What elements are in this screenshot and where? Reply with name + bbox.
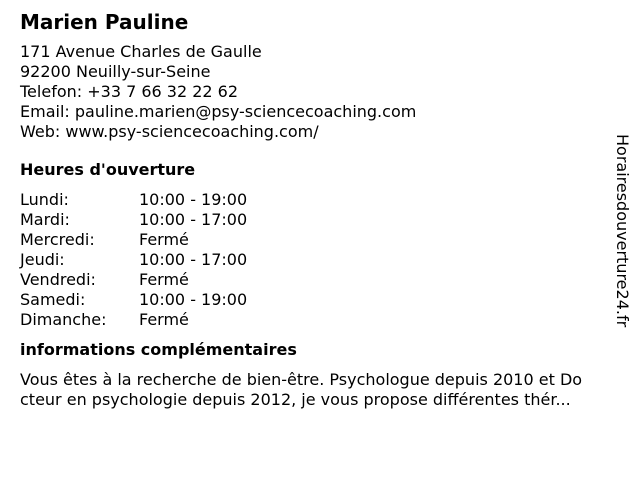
- day-label: Dimanche:: [20, 310, 107, 329]
- hours-heading: Heures d'ouverture: [20, 160, 196, 179]
- hours-row-saturday: [20, 290, 600, 310]
- info-heading: informations complémentaires: [20, 340, 297, 359]
- phone-line: Telefon: +33 7 66 32 22 62: [20, 82, 239, 101]
- watermark-text: Horairesdouverture24.fr: [613, 134, 632, 328]
- day-label: Jeudi:: [20, 250, 65, 269]
- day-hours: Fermé: [139, 310, 189, 329]
- email-line: Email: pauline.marien@psy-sciencecoaching.com: [20, 102, 417, 121]
- day-hours: Fermé: [139, 270, 189, 289]
- day-hours: 10:00 - 19:00: [139, 290, 248, 309]
- hours-row-thursday: [20, 250, 600, 270]
- hours-row-sunday: [20, 310, 600, 330]
- day-hours: 10:00 - 17:00: [139, 250, 248, 269]
- business-name: Marien Pauline: [20, 10, 189, 34]
- web-line: Web: www.psy-sciencecoaching.com/: [20, 122, 319, 141]
- address-street: 171 Avenue Charles de Gaulle: [20, 42, 262, 61]
- day-hours: 10:00 - 17:00: [139, 210, 248, 229]
- day-hours: 10:00 - 19:00: [139, 190, 248, 209]
- day-label: Vendredi:: [20, 270, 96, 289]
- day-label: Mercredi:: [20, 230, 95, 249]
- day-label: Mardi:: [20, 210, 70, 229]
- hours-row-wednesday: [20, 230, 600, 250]
- description-line-2: cteur en psychologie depuis 2012, je vous propose différentes thér...: [20, 390, 571, 409]
- day-label: Samedi:: [20, 290, 86, 309]
- day-hours: Fermé: [139, 230, 189, 249]
- hours-row-friday: [20, 270, 600, 290]
- business-card: [20, 10, 600, 410]
- address-city: 92200 Neuilly-sur-Seine: [20, 62, 211, 81]
- day-label: Lundi:: [20, 190, 69, 209]
- hours-row-tuesday: [20, 210, 600, 230]
- hours-row-monday: [20, 190, 600, 210]
- description-line-1: Vous êtes à la recherche de bien-être. Psychologue depuis 2010 et Do: [20, 370, 583, 389]
- hours-table: [20, 190, 600, 330]
